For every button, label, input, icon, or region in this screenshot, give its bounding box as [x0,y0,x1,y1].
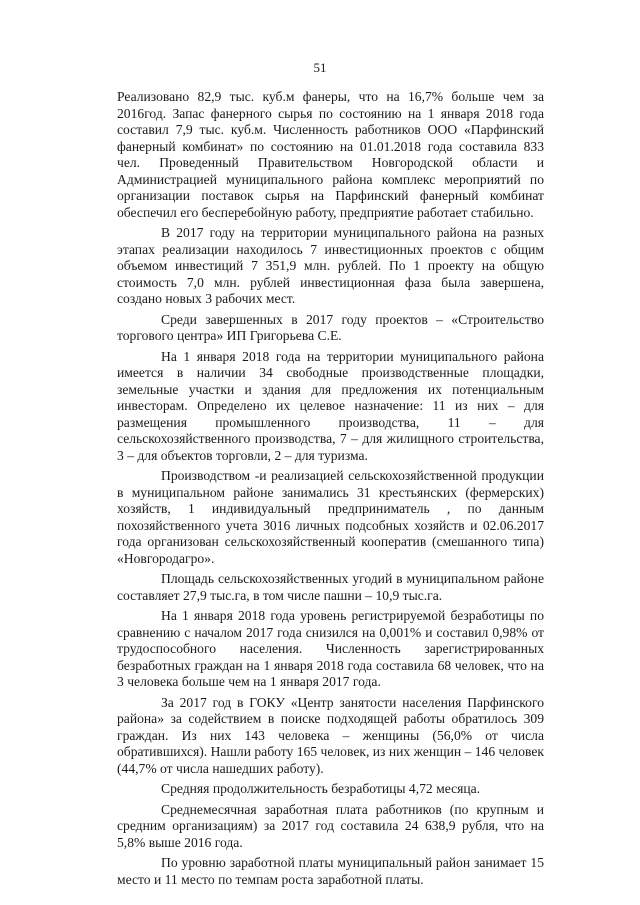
paragraph-completed-projects: Среди завершенных в 2017 году проектов – «Строительство торгового центра» ИП Григорьева С.Е. [117,311,544,343]
paragraph-unemployment-rate: На 1 января 2018 года уровень регистрируемой безработицы по сравнению с началом 2017 года снизился на 0,001% и составил 0,98% от трудоспособного населения. Численность зарегистрированных безработных граждан на 1 января 2018 года составила 68 человек, что на 3 человека больше чем на 1 января 2017 года. [117,608,544,689]
paragraph-production-sites: На 1 января 2018 года на территории муниципального района имеется в наличии 34 свободные производственные площадки, земельные участки и здания для предложения их потенциальным инвесторам. Определено их целевое назначение: 11 из них – для размещения промышленного производства, 11 – для сельскохозяйственного производства, 7 – для жилищного строительства, 3 – для объектов торговли, 2 – для туризма. [117,348,544,463]
paragraph-plywood-production: Реализовано 82,9 тыс. куб.м фанеры, что на 16,7% больше чем за 2016год. Запас фанерного сырья по состоянию на 1 января 2018 года составил 7,9 тыс. куб.м. Численность работников ООО «Парфинский фанерный комбинат» по состоянию на 01.01.2018 года составила 833 чел. Проведенный Правительством Новгородской области и Администрацией муниципального района комплекс мероприятий по организации поставок сырья на Парфинский фанерный комбинат обеспечил его бесперебойную работу, предприятие работает стабильно. [117,89,544,220]
paragraph-salary-rank: По уровню заработной платы муниципальный район занимает 15 место и 11 место по темпам роста заработной платы. [117,855,544,887]
paragraph-unemployment-duration: Средняя продолжительность безработицы 4,72 месяца. [161,781,481,796]
page-number: 51 [313,60,327,75]
paragraph-investment-projects: В 2017 году на территории муниципального района на разных этапах реализации находилось 7 инвестиционных проектов с общим объемом инвестиций 7 351,9 млн. рублей. По 1 проекту на общую стоимость 7,0 млн. рублей инвестиционная фаза была завершена, создано новых 3 рабочих мест. [117,225,544,306]
paragraph-average-salary: Среднемесячная заработная плата работников (по крупным и средним организациям) за 2017 год составила 24 638,9 рубля, что на 5,8% выше 2016 года. [117,801,544,850]
paragraph-agricultural-land: Площадь сельскохозяйственных угодий в муниципальном районе составляет 27,9 тыс.га, в том числе пашни – 10,9 тыс.га. [117,571,544,603]
document-body [117,89,544,892]
paragraph-employment-center: За 2017 год в ГОКУ «Центр занятости населения Парфинского района» за содействием в поиске подходящей работы обратилось 309 граждан. Из них 143 человека – женщины (56,0% от числа обратившихся). Нашли работу 165 человек, из них женщин – 146 человек (44,7% от числа нашедших работу). [117,694,544,776]
paragraph-agriculture-producers: Производством -и реализацией сельскохозяйственной продукции в муниципальном районе занимались 31 крестьянских (фермерских) хозяйств, 1 индивидуальный предприниматель , по данным похозяйственного учета 3016 личных подсобных хозяйств и 02.06.2017 года организован сельскохозяйственный кооператив (смешанного типа) «Новгородагро». [117,468,544,566]
